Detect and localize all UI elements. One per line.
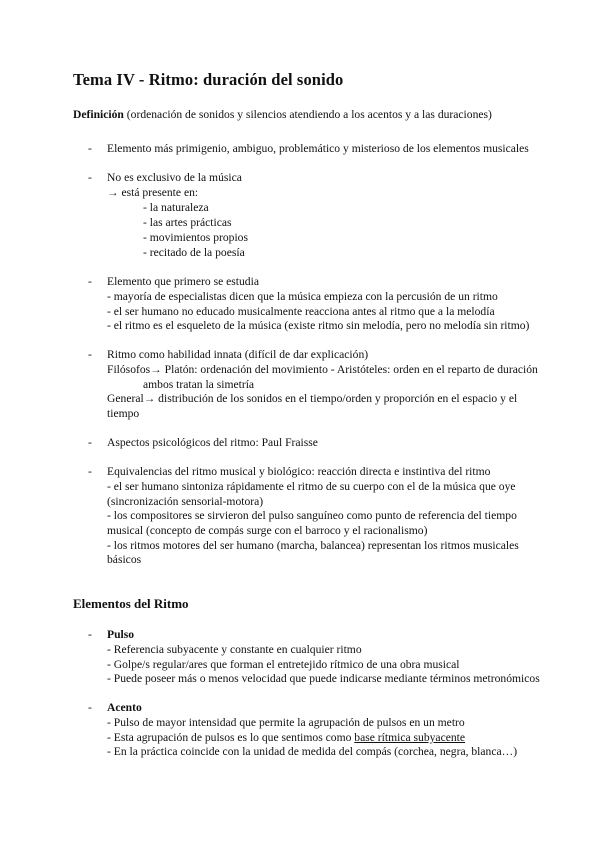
bullet-subline: - el ser humano no educado musicalmente reacciona antes al ritmo que a la melodía [107,305,495,318]
bullet-subline: - Golpe/s regular/ares que forman el entretejido rítmico de una obra musical [107,658,460,671]
bullet-dash: - [88,465,92,478]
bullet-text: No es exclusivo de la música [107,171,242,184]
bullet-subline: (sincronización sensorial-motora) [107,495,264,508]
bullet-text: Elemento que primero se estudia [107,275,259,288]
bullet-subline: → está presente en: [107,186,199,199]
bullet-subline: ambos tratan la simetría [143,378,255,391]
page-title: Tema IV - Ritmo: duración del sonido [73,70,344,89]
acento-line2-text: - Esta agrupación de pulsos es lo que sentimos como [107,731,355,744]
list-item: - recitado de la poesía [143,246,245,259]
bullet-subline: - los compositores se sirvieron del pulso sanguíneo como punto de referencia del tiempo [107,509,517,522]
bullet-dash: - [88,142,92,155]
bullet-subline: - los ritmos motores del ser humano (marcha, balancea) representan los ritmos musicales [107,539,519,552]
bullet-dash: - [88,171,92,184]
bullet-text: Elemento más primigenio, ambiguo, problemático y misterioso de los elementos musicales [107,142,529,155]
definition-label: Definición [73,108,124,121]
bullet-subline: musical (concepto de compás surge con el barroco y el racionalismo) [107,524,428,537]
bullet-subline: - Pulso de mayor intensidad que permite la agrupación de pulsos en un metro [107,716,465,729]
list-item: - la naturaleza [143,201,209,214]
bullet-subline: General→ distribución de los sonidos en el tiempo/orden y proporción en el espacio y el [107,392,518,405]
list-item: - las artes prácticas [143,216,232,229]
bullet-dash: - [88,436,92,449]
bullet-subline: tiempo [107,407,140,420]
bullet-subline: básicos [107,553,142,566]
underlined-text: base rítmica subyacente [354,731,466,744]
bullet-subline: Filósofos→ Platón: ordenación del movimiento - Aristóteles: orden en el reparto de duración [107,363,538,376]
bullet-text: Aspectos psicológicos del ritmo: Paul Fraisse [107,436,318,449]
definition-text: (ordenación de sonidos y silencios atendiendo a los acentos y a las duraciones) [126,108,492,121]
bullet-dash: - [88,275,92,288]
acento-title: Acento [107,701,142,714]
bullet-subline: - En la práctica coincide con la unidad de medida del compás (corchea, negra, blanca…) [107,745,518,758]
bullet-dash: - [88,701,92,714]
bullet-text: Ritmo como habilidad innata (difícil de dar explicación) [107,348,369,361]
list-item: - movimientos propios [143,231,248,244]
bullet-subline: - Puede poseer más o menos velocidad que puede indicarse mediante términos metronómicos [107,672,540,685]
bullet-subline: - Referencia subyacente y constante en cualquier ritmo [107,643,362,656]
definition [73,108,492,121]
pulso-title: Pulso [107,628,135,641]
bullet-subline: - mayoría de especialistas dicen que la música empieza con la percusión de un ritmo [107,290,498,303]
bullet-dash: - [88,628,92,641]
bullet-subline [107,731,465,744]
bullet-text: Equivalencias del ritmo musical y biológico: reacción directa e instintiva del ritmo [107,465,491,478]
bullet-subline: - el ser humano sintoniza rápidamente el ritmo de su cuerpo con el de la música que oye [107,480,516,493]
bullet-subline: - el ritmo es el esqueleto de la música (existe ritmo sin melodía, pero no melodía sin ritmo) [107,319,530,332]
section-heading: Elementos del Ritmo [73,596,189,611]
bullet-dash: - [88,348,92,361]
